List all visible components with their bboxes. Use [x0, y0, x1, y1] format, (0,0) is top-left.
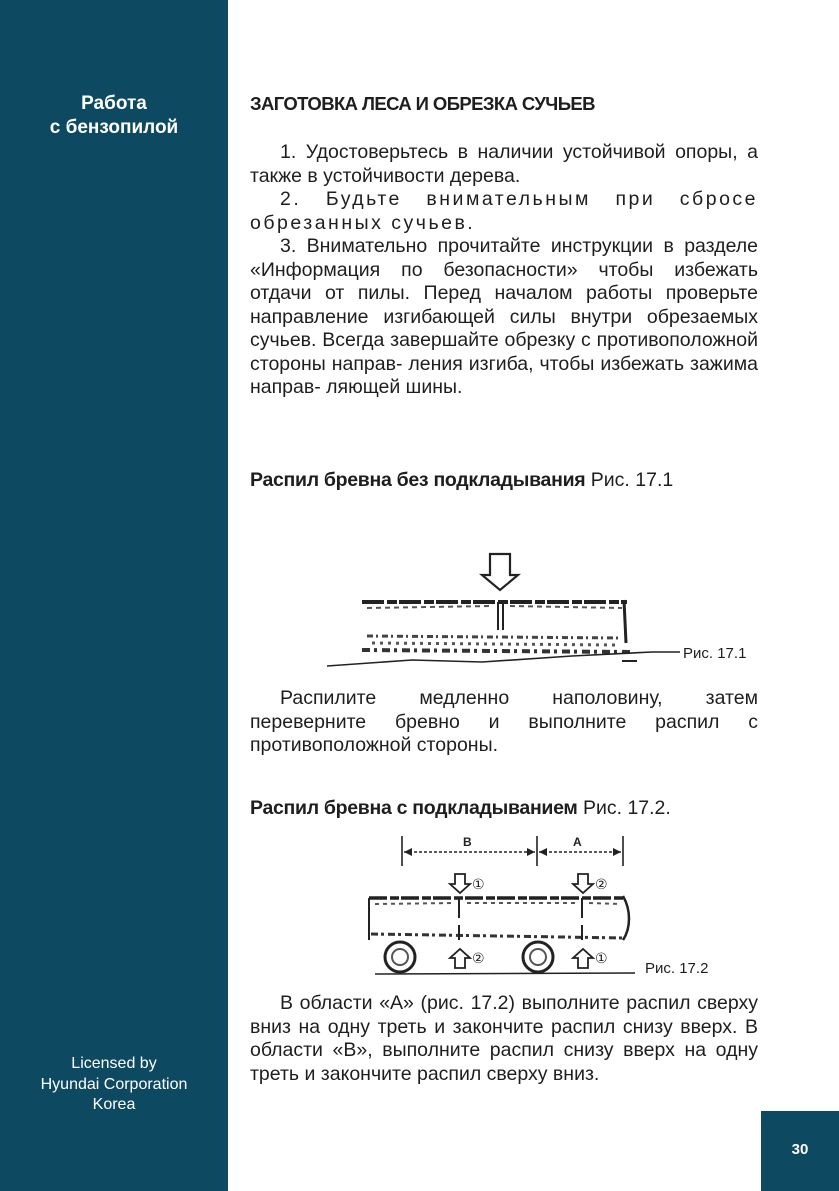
section-title [0, 92, 228, 140]
page-number-tab [761, 1111, 839, 1191]
list-item [250, 188, 758, 235]
figure2-mark-1-bottom: ① [595, 951, 608, 967]
license-line3: Korea [92, 1096, 136, 1113]
figure2-mark-2-bottom: ② [472, 951, 485, 967]
up-arrow-icon [450, 949, 470, 968]
down-arrow-icon [573, 874, 593, 893]
figure2-label-a: A [573, 835, 582, 849]
up-arrow-icon [573, 949, 593, 968]
section2-title [250, 797, 671, 820]
page-heading: ЗАГОТОВКА ЛЕСА И ОБРЕЗКА СУЧЬЕВ [250, 93, 595, 114]
down-arrow-icon [450, 874, 470, 893]
figure2-mark-2-top: ② [595, 877, 608, 893]
item-number: 1. [280, 141, 297, 163]
license-note [0, 1054, 228, 1116]
license-line1: Licensed by [71, 1055, 157, 1072]
section-title-line1: Работа [81, 93, 147, 114]
section-title-line2: с бензопилой [49, 117, 179, 138]
section2-title-ref: Рис. 17.2. [582, 797, 671, 819]
section1-title [250, 469, 673, 492]
figure2-mark-1-top: ① [472, 877, 485, 893]
figure-17-2-caption: Рис. 17.2 [645, 960, 709, 977]
section1-title-bold: Распил бревна без подкладывания [250, 469, 586, 491]
page-number: 30 [791, 1141, 809, 1158]
item-text: Будьте внимательным при сбросе обрезанных сучьев. [250, 188, 759, 234]
item-number: 2. [280, 188, 302, 210]
figure-17-2-illustration [355, 830, 640, 980]
instructions-list [250, 141, 758, 400]
down-arrow-icon [482, 554, 518, 590]
figure-17-1-illustration [322, 548, 682, 673]
figure-17-1-caption: Рис. 17.1 [683, 645, 747, 662]
license-line2: Hyundai Corporation [40, 1075, 188, 1093]
section1-title-ref: Рис. 17.1 [590, 469, 674, 491]
section2-text: В области «A» (рис. 17.2) выполните распил сверху вниз на одну треть и закончите распил снизу вверх. В области «B», выполните распил снизу вверх на одну треть и закончите распил сверху вниз. [250, 992, 758, 1085]
item-text: Удостоверьтесь в наличии устойчивой опоры, а также в устойчивости дерева. [250, 141, 758, 187]
item-text: Внимательно прочитайте инструкции в разделе «Информация по безопасности» чтобы избежать отдачи от пилы. Перед началом работы проверьте направление изгибающей силы внутри обрезаемых сучьев. Всегда завершайте обрезку с противоположной стороны направ- ления изгиба, чтобы избежать зажима направ- ляющей шины. [250, 235, 758, 398]
list-item [250, 235, 758, 400]
item-number: 3. [280, 235, 297, 257]
figure2-label-b: B [463, 835, 472, 849]
section2-title-bold: Распил бревна с подкладыванием [250, 797, 578, 819]
list-item [250, 141, 758, 188]
sidebar [0, 0, 228, 1191]
section1-text: Распилите медленно наполовину, затем переверните бревно и выполните распил с противоположной стороны. [250, 687, 758, 756]
